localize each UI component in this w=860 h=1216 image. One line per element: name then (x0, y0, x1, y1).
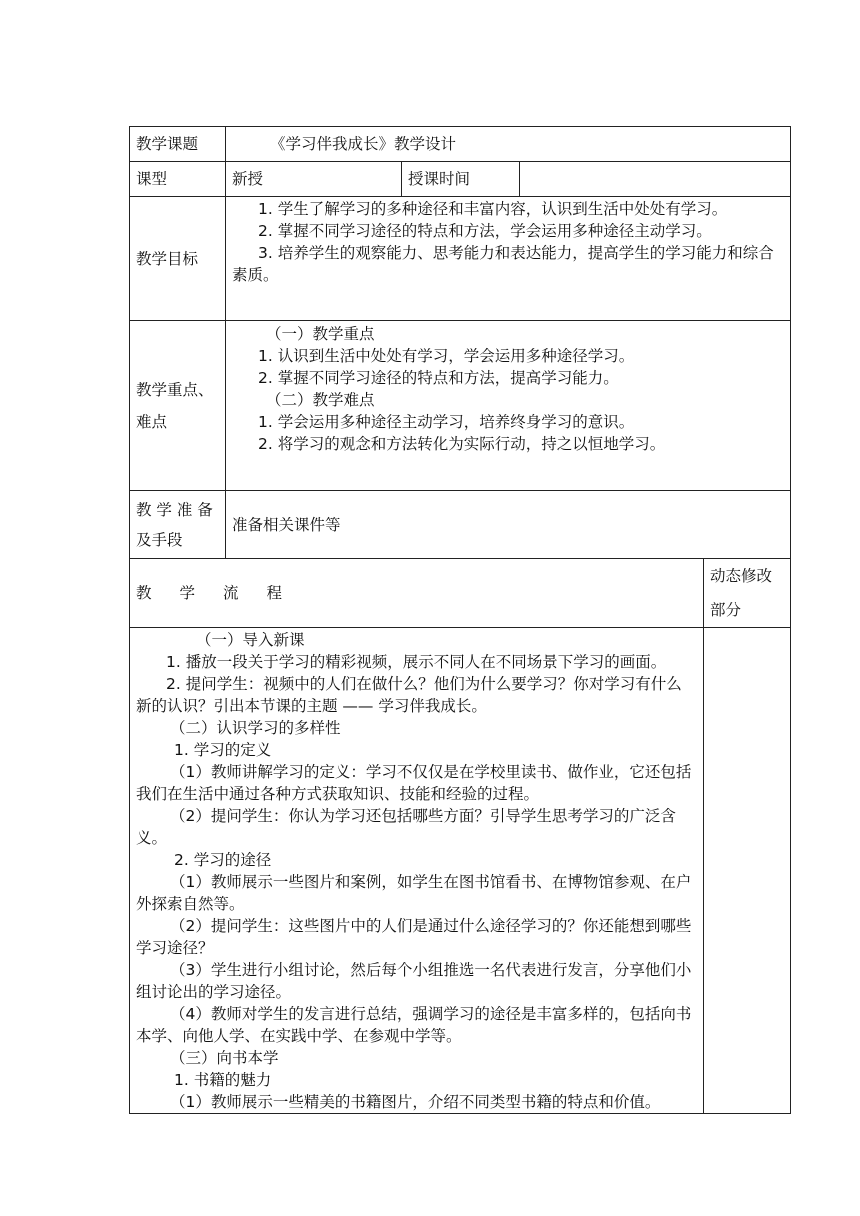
process-heading: （三）向书本学 (170, 1049, 279, 1067)
process-line: （1）教师展示一些图片和案例，如学生在图书馆看书、在博物馆参观、在户外探索自然等。 (136, 873, 692, 913)
process-line: 1. 书籍的魅力 (174, 1071, 272, 1089)
process-line: （2）提问学生：这些图片中的人们是通过什么途径学习的？你还能想到哪些学习途径？ (136, 917, 692, 957)
type-value: 新授 (226, 162, 402, 197)
process-line: 2. 学习的途径 (174, 851, 272, 869)
goal-item: 1. 学生了解学习的多种途径和丰富内容，认识到生活中处处有学习。 (258, 200, 728, 218)
process-row (130, 628, 791, 1114)
prep-row (130, 491, 791, 559)
time-label: 授课时间 (402, 162, 520, 197)
process-line: 1. 学习的定义 (174, 741, 272, 759)
prep-label (130, 491, 226, 559)
process-line: （3）学生进行小组讨论，然后每个小组推选一名代表进行发言，分享他们小组讨论出的学习途径。 (136, 961, 692, 1001)
dynamic-label (704, 559, 791, 628)
topic-row (130, 127, 791, 162)
process-line: 1. 播放一段关于学习的精彩视频，展示不同人在不同场景下学习的画面。 (166, 653, 667, 671)
dynamic-label-line: 动态修改 (710, 567, 773, 585)
process-cell (130, 628, 704, 1114)
key-line: （二）教学难点 (266, 391, 375, 409)
goals-row (130, 197, 791, 321)
key-points-cell (226, 321, 791, 491)
process-heading: （一）导入新课 (196, 631, 305, 649)
goals-label: 教学目标 (130, 197, 226, 321)
prep-label-line: 教 学 准 备 (136, 500, 213, 519)
topic-value: 《学习伴我成长》教学设计 (226, 127, 791, 162)
process-line: （2）提问学生：你认为学习还包括哪些方面？引导学生思考学习的广泛含义。 (136, 807, 676, 847)
process-line: （1）教师展示一些精美的书籍图片，介绍不同类型书籍的特点和价值。 (170, 1093, 661, 1111)
type-label: 课型 (130, 162, 226, 197)
key-line: 1. 认识到生活中处处有学习，学会运用多种途径学习。 (258, 347, 635, 365)
dynamic-cell (704, 628, 791, 1114)
type-row (130, 162, 791, 197)
prep-value: 准备相关课件等 (226, 491, 791, 559)
time-value (520, 162, 791, 197)
process-line: 2. 提问学生：视频中的人们在做什么？他们为什么要学习？你对学习有什么新的认识？引出本节课的主题 —— 学习伴我成长。 (136, 675, 682, 715)
goal-item: 3. 培养学生的观察能力、思考能力和表达能力，提高学生的学习能力和综合素质。 (232, 244, 774, 284)
topic-label: 教学课题 (130, 127, 226, 162)
key-label-line: 难点 (136, 412, 168, 431)
key-line: 1. 学会运用多种途径主动学习，培养终身学习的意识。 (258, 413, 635, 431)
process-heading: （二）认识学习的多样性 (170, 719, 341, 737)
key-line: 2. 将学习的观念和方法转化为实际行动，持之以恒地学习。 (258, 435, 666, 453)
process-line: （1）教师讲解学习的定义：学习不仅仅是在学校里读书、做作业，它还包括我们在生活中通过各种方式获取知识、技能和经验的过程。 (136, 763, 692, 803)
lesson-plan-table (129, 126, 791, 1114)
key-line: （一）教学重点 (266, 325, 375, 343)
flow-label: 教学流程 (130, 559, 704, 628)
prep-label-line: 及手段 (136, 530, 183, 549)
process-line: （4）教师对学生的发言进行总结，强调学习的途径是丰富多样的，包括向书本学、向他人学、在实践中学、在参观中学等。 (136, 1005, 692, 1045)
key-label-line: 教学重点、 (136, 380, 214, 399)
goal-item: 2. 掌握不同学习途径的特点和方法，学会运用多种途径主动学习。 (258, 222, 712, 240)
key-label (130, 321, 226, 491)
dynamic-label-line: 部分 (710, 601, 742, 619)
flow-header-row (130, 559, 791, 628)
key-points-row (130, 321, 791, 491)
key-line: 2. 掌握不同学习途径的特点和方法，提高学习能力。 (258, 369, 619, 387)
goals-cell (226, 197, 791, 321)
